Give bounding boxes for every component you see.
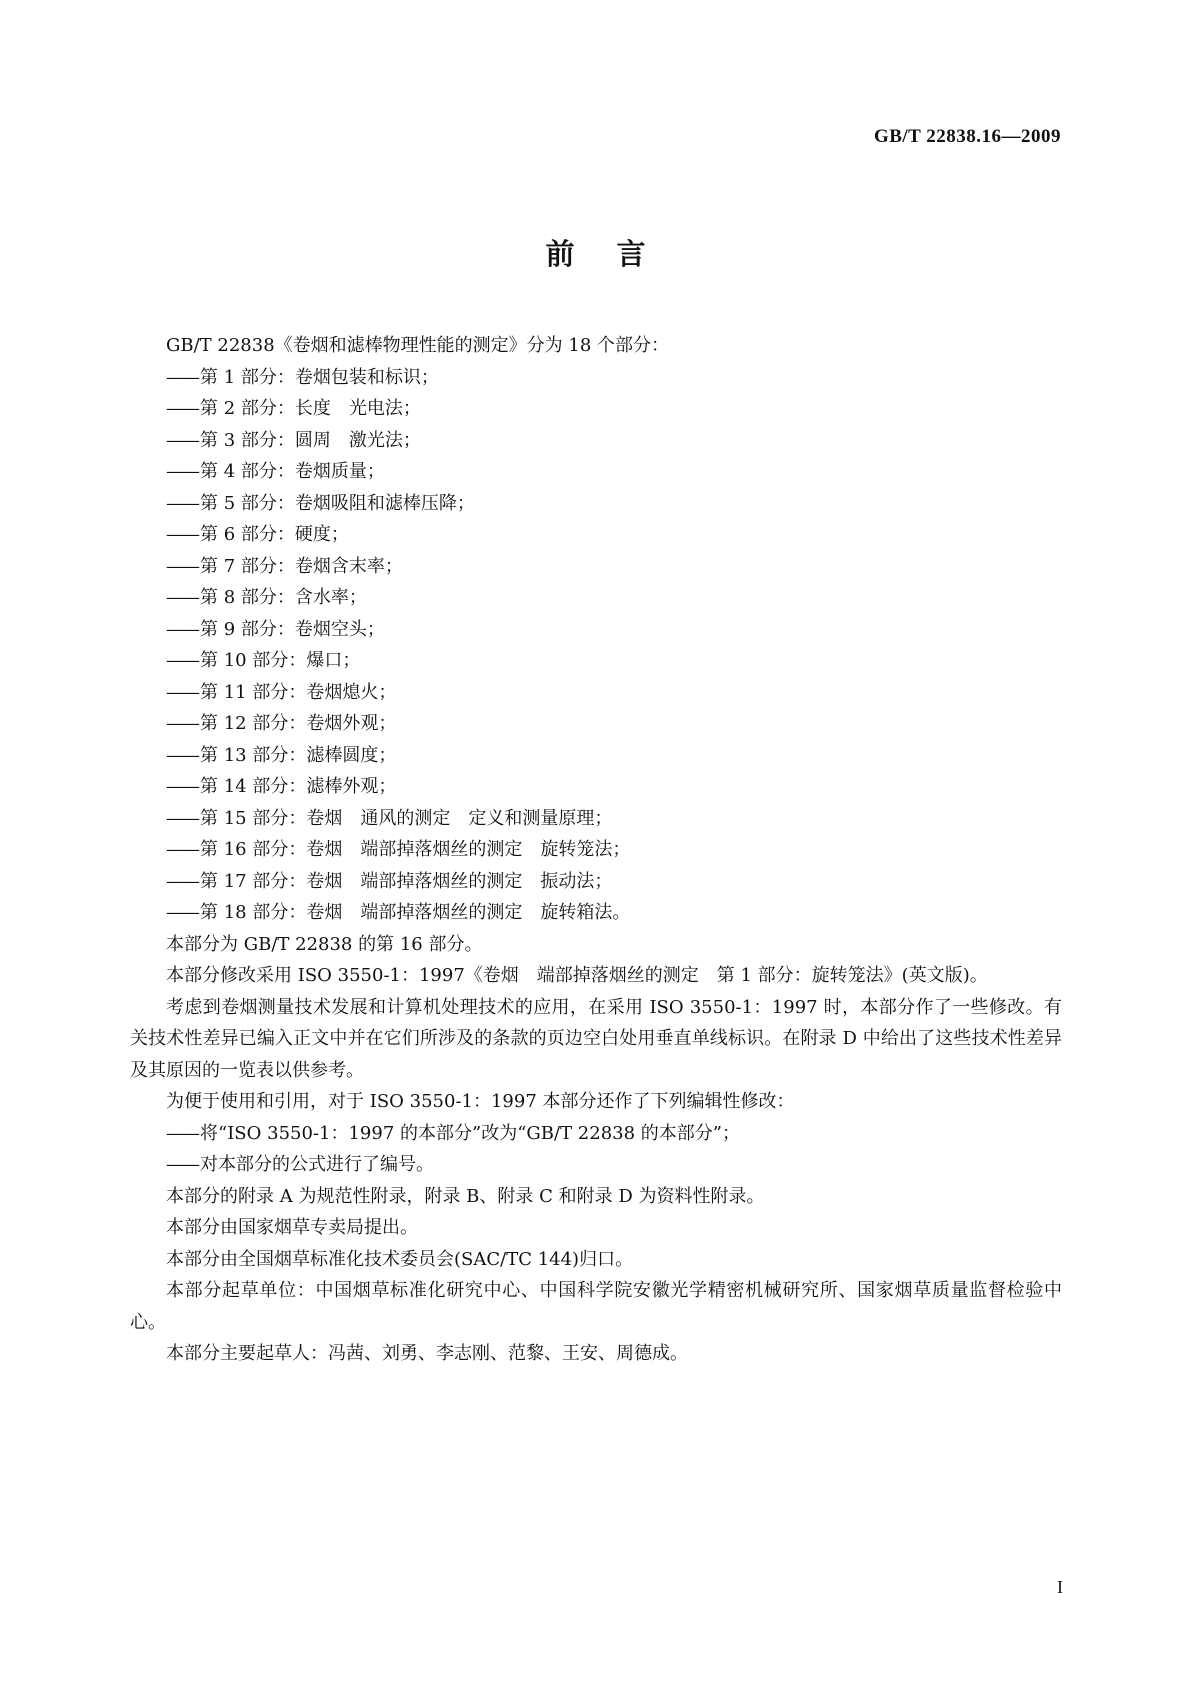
list-item-text: 第 5 部分：卷烟吸阻和滤棒压降； [200, 492, 475, 514]
parts-list [130, 362, 1062, 929]
dash-marker: —— [166, 807, 198, 829]
annexes-paragraph: 本部分的附录 A 为规范性附录，附录 B、附录 C 和附录 D 为资料性附录。 [166, 1185, 765, 1207]
list-item-text: 第 10 部分：爆口； [200, 650, 361, 671]
list-item [130, 393, 1062, 425]
list-item-text: 第 16 部分：卷烟 端部掉落烟丝的测定 旋转笼法； [200, 839, 631, 860]
list-item-text: 第 15 部分：卷烟 通风的测定 定义和测量原理； [200, 807, 613, 829]
list-item-text: 第 8 部分：含水率； [200, 587, 367, 608]
dash-marker: —— [166, 902, 198, 923]
list-item-text: 第 7 部分：卷烟含末率； [200, 555, 403, 577]
dash-marker: —— [166, 429, 198, 451]
list-item [130, 866, 1062, 898]
list-item [130, 1149, 1062, 1181]
list-item-text: 第 9 部分：卷烟空头； [200, 618, 385, 640]
dash-marker: —— [166, 776, 198, 797]
list-item [130, 362, 1062, 394]
dash-marker: —— [166, 870, 198, 892]
list-item [130, 582, 1062, 614]
list-item [130, 645, 1062, 677]
dash-marker: —— [166, 839, 198, 860]
list-item-text: 第 1 部分：卷烟包装和标识； [200, 366, 439, 388]
page-number: I [1057, 1577, 1063, 1597]
dash-marker: —— [166, 681, 198, 703]
list-item [130, 740, 1062, 772]
centralized-by-paragraph: 本部分由全国烟草标准化技术委员会(SAC/TC 144)归口。 [166, 1248, 634, 1270]
list-item [130, 834, 1062, 866]
list-item-text: 第 3 部分：圆周 激光法； [200, 429, 421, 451]
editorial-intro-paragraph: 为便于使用和引用，对于 ISO 3550-1：1997 本部分还作了下列编辑性修改： [166, 1091, 795, 1112]
page-title: 前言 [545, 237, 688, 271]
list-item-text: 第 13 部分：滤棒圆度； [200, 744, 397, 766]
foreword-body [130, 330, 1062, 1370]
list-item [130, 425, 1062, 457]
dash-marker: —— [166, 524, 198, 545]
drafters-paragraph: 本部分主要起草人：冯茜、刘勇、李志刚、范黎、王安、周德成。 [166, 1343, 688, 1364]
list-item-text: 第 17 部分：卷烟 端部掉落烟丝的测定 振动法； [200, 870, 613, 892]
dash-marker: —— [166, 555, 198, 577]
dash-marker: —— [166, 713, 198, 734]
dash-marker: —— [166, 398, 198, 419]
dash-marker: —— [166, 1154, 198, 1175]
list-item-text: 第 11 部分：卷烟熄火； [200, 681, 397, 703]
proposed-by-paragraph: 本部分由国家烟草专卖局提出。 [166, 1217, 418, 1238]
adoption-paragraph: 本部分修改采用 ISO 3550-1：1997《卷烟 端部掉落烟丝的测定 第 1 部分：旋转笼法》(英文版)。 [166, 965, 988, 986]
list-item [130, 708, 1062, 740]
list-item [130, 488, 1062, 520]
dash-marker: —— [166, 587, 198, 608]
list-item [130, 614, 1062, 646]
dash-marker: —— [166, 461, 198, 482]
list-item [130, 519, 1062, 551]
list-item-text: 第 14 部分：滤棒外观； [200, 776, 397, 797]
list-item-text: 第 4 部分：卷烟质量； [200, 461, 385, 482]
dash-marker: —— [166, 492, 198, 514]
list-item [130, 677, 1062, 709]
list-item [130, 897, 1062, 929]
list-item-text: 第 12 部分：卷烟外观； [200, 713, 397, 734]
list-item-text: 第 2 部分：长度 光电法； [200, 398, 421, 419]
this-part-paragraph: 本部分为 GB/T 22838 的第 16 部分。 [166, 933, 483, 955]
dash-marker: —— [166, 1122, 198, 1144]
modification-paragraph: 考虑到卷烟测量技术发展和计算机处理技术的应用，在采用 ISO 3550-1：1997 时，本部分作了一些修改。有关技术性差异已编入正文中并在它们所涉及的条款的页边空白处用垂直单线标识。在附录 D 中给出了这些技术性差异及其原因的一览表以供参考。 [130, 996, 1062, 1081]
list-item [130, 771, 1062, 803]
list-item-text: 第 18 部分：卷烟 端部掉落烟丝的测定 旋转箱法。 [200, 902, 631, 923]
intro-paragraph: GB/T 22838《卷烟和滤棒物理性能的测定》分为 18 个部分： [166, 335, 670, 356]
list-item-text: 将“ISO 3550-1：1997 的本部分”改为“GB/T 22838 的本部分”； [200, 1122, 740, 1144]
list-item [130, 1118, 1062, 1150]
list-item [130, 803, 1062, 835]
dash-marker: —— [166, 650, 198, 671]
standard-number: GB/T 22838.16—2009 [873, 126, 1061, 147]
list-item-text: 第 6 部分：硬度； [200, 524, 349, 545]
list-item-text: 对本部分的公式进行了编号。 [200, 1154, 434, 1175]
dash-marker: —— [166, 366, 198, 388]
list-item [130, 456, 1062, 488]
list-item [130, 551, 1062, 583]
dash-marker: —— [166, 618, 198, 640]
drafting-units-paragraph: 本部分起草单位：中国烟草标准化研究中心、中国科学院安徽光学精密机械研究所、国家烟草质量监督检验中心。 [130, 1280, 1062, 1333]
dash-marker: —— [166, 744, 198, 766]
